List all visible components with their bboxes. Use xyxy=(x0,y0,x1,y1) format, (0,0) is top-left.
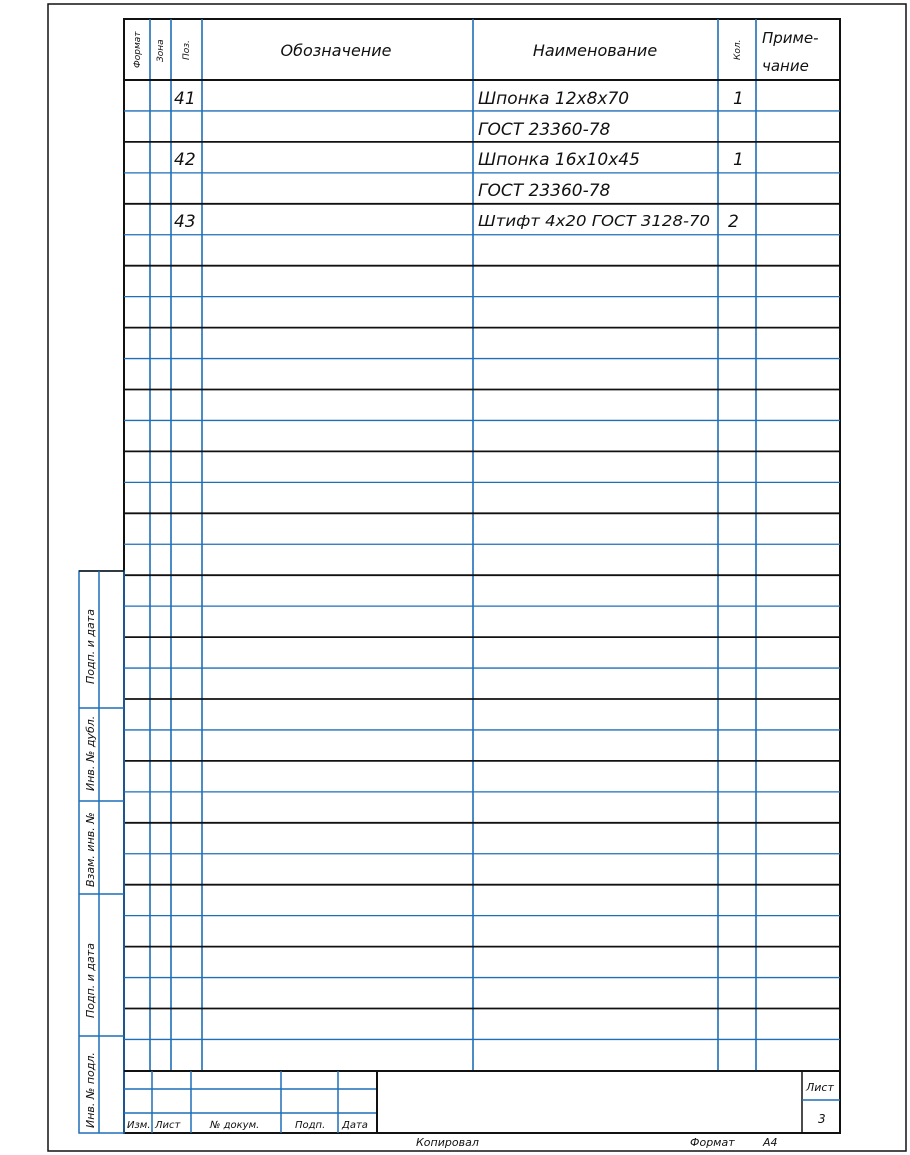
header-qty: Кол. xyxy=(733,39,743,60)
side-label-vzam-inv: Взам. инв. № xyxy=(84,812,97,887)
footer-copied: Копировал xyxy=(416,1136,479,1149)
footer-format-label: Формат xyxy=(690,1136,735,1149)
header-zone: Зона xyxy=(156,39,166,62)
row-name: Шпонка 16х10х45 xyxy=(478,150,640,170)
row-name: ГОСТ 23360-78 xyxy=(478,181,611,201)
row-name: ГОСТ 23360-78 xyxy=(478,120,611,140)
side-label-sign-date-1: Подп. и дата xyxy=(84,609,97,684)
side-stamp xyxy=(79,571,124,1133)
footer-format-value: А4 xyxy=(763,1136,778,1149)
title-block xyxy=(124,1071,840,1133)
row-qty: 2 xyxy=(728,212,739,232)
header-name: Наименование xyxy=(532,41,658,60)
table-grid xyxy=(124,19,840,1071)
row-qty: 1 xyxy=(733,89,744,109)
tb-sign: Подп. xyxy=(295,1120,326,1131)
row-name: Штифт 4х20 ГОСТ 3128-70 xyxy=(478,212,710,230)
tb-list: Лист xyxy=(155,1120,181,1131)
row-pos: 43 xyxy=(174,212,196,232)
header-note-line2: чание xyxy=(762,57,809,75)
header-note-line1: Приме- xyxy=(762,29,819,47)
table-row xyxy=(174,89,744,109)
header-designation: Обозначение xyxy=(280,41,392,60)
tb-sheet-label: Лист xyxy=(806,1081,834,1094)
row-qty: 1 xyxy=(733,150,744,170)
side-label-sign-date-2: Подп. и дата xyxy=(84,943,97,1018)
row-pos: 41 xyxy=(174,89,196,109)
table-row xyxy=(478,181,611,201)
tb-sheet-number: 3 xyxy=(818,1112,826,1126)
tb-izm: Изм. xyxy=(127,1120,151,1131)
header-format: Формат xyxy=(133,31,143,68)
header-pos: Поз. xyxy=(182,40,192,60)
table-row xyxy=(174,212,739,232)
side-label-inv-dubl: Инв. № дубл. xyxy=(84,715,97,791)
row-name: Шпонка 12х8х70 xyxy=(478,89,630,109)
page-border xyxy=(48,4,906,1151)
side-label-inv-podl: Инв. № подл. xyxy=(84,1052,97,1128)
table-row xyxy=(174,150,744,170)
tb-doc-no: № докум. xyxy=(210,1120,260,1131)
row-pos: 42 xyxy=(174,150,196,170)
table-row xyxy=(478,120,611,140)
tb-date: Дата xyxy=(342,1120,368,1131)
